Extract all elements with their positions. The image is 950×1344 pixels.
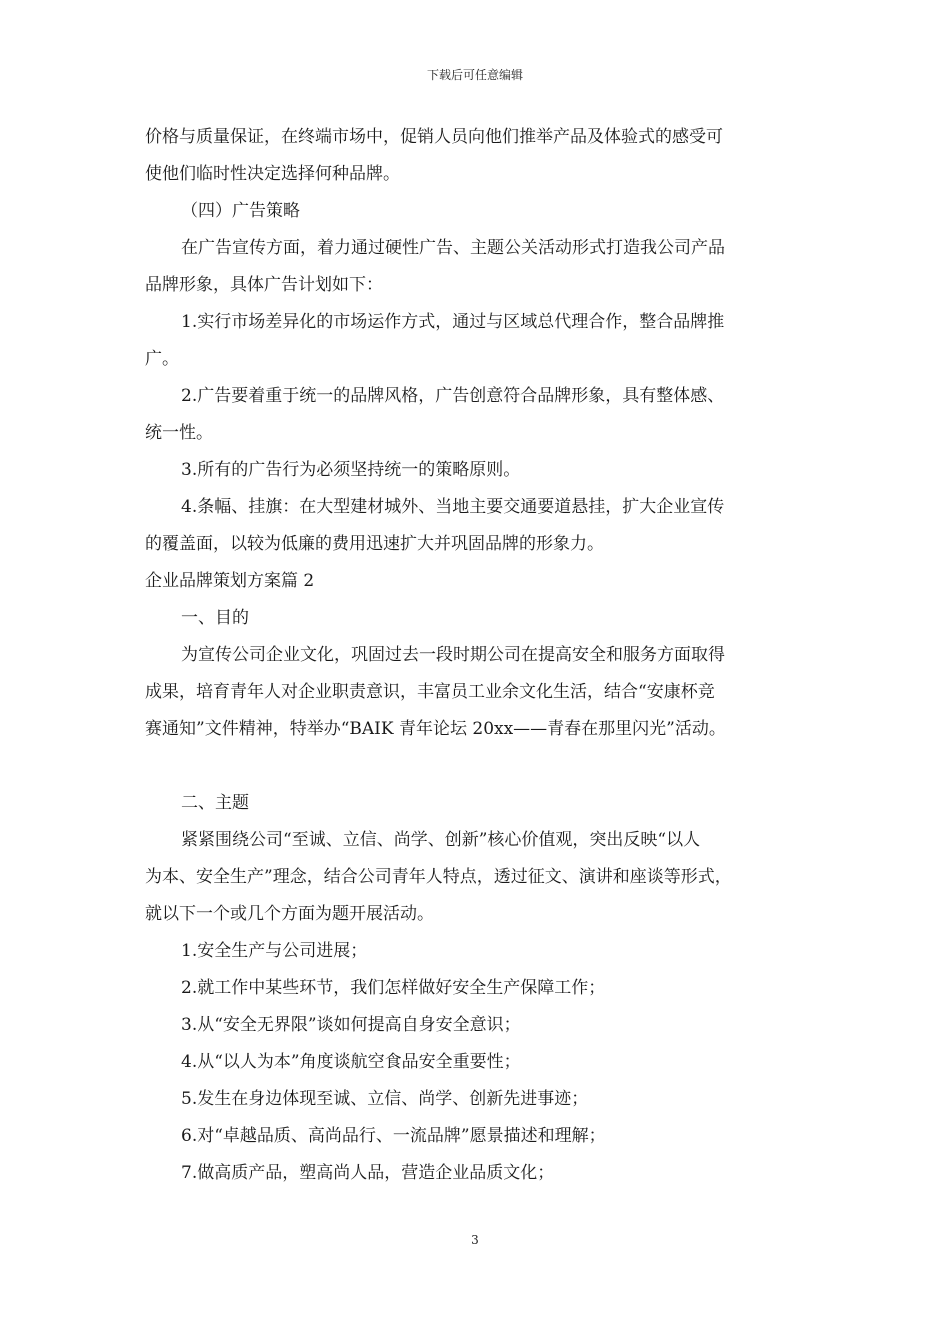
list-item-continuation: 的覆盖面，以较为低廉的费用迅速扩大并巩固品牌的形象力。: [145, 534, 604, 554]
paragraph-line: 价格与质量保证，在终端市场中，促销人员向他们推举产品及体验式的感受可: [145, 127, 723, 147]
page-number: 3: [471, 1233, 479, 1247]
paragraph-line: 为宣传公司企业文化，巩固过去一段时期公司在提高安全和服务方面取得: [181, 645, 725, 665]
paragraph-line: 品牌形象，具体广告计划如下：: [145, 275, 383, 295]
list-item-continuation: 广。: [145, 349, 179, 369]
list-item-continuation: 统一性。: [145, 423, 213, 443]
section-heading: 二、主题: [181, 793, 249, 813]
list-item: 5.发生在身边体现至诚、立信、尚学、创新先进事迹；: [181, 1089, 589, 1109]
list-item: 6.对“卓越品质、高尚品行、一流品牌”愿景描述和理解；: [181, 1126, 606, 1146]
article-title: 企业品牌策划方案篇 2: [145, 571, 315, 591]
paragraph-line: 紧紧围绕公司“至诚、立信、尚学、创新”核心价值观，突出反映“以人: [181, 830, 701, 850]
list-item: 2.广告要着重于统一的品牌风格，广告创意符合品牌形象，具有整体感、: [181, 386, 725, 406]
list-item: 4.条幅、挂旗：在大型建材城外、当地主要交通要道悬挂，扩大企业宣传: [181, 497, 725, 517]
paragraph-line: 为本、安全生产”理念，结合公司青年人特点，透过征文、演讲和座谈等形式，: [145, 867, 732, 887]
list-item: 3.所有的广告行为必须坚持统一的策略原则。: [181, 460, 521, 480]
list-item: 4.从“以人为本”角度谈航空食品安全重要性；: [181, 1052, 521, 1072]
paragraph-line: 在广告宣传方面，着力通过硬性广告、主题公关活动形式打造我公司产品: [181, 238, 725, 258]
blank-line: [145, 748, 817, 785]
paragraph-line: 使他们临时性决定选择何种品牌。: [145, 164, 400, 184]
section-heading: 一、目的: [181, 608, 249, 628]
list-item: 7.做高质产品，塑高尚人品，营造企业品质文化；: [181, 1163, 555, 1183]
paragraph-line: 成果，培育青年人对企业职责意识，丰富员工业余文化生活，结合“安康杯竞: [145, 682, 715, 702]
list-item: 3.从“安全无界限”谈如何提高自身安全意识；: [181, 1015, 521, 1035]
document-body: [145, 119, 817, 1192]
list-item: 2.就工作中某些环节，我们怎样做好安全生产保障工作；: [181, 978, 606, 998]
list-item: 1.安全生产与公司进展；: [181, 941, 368, 961]
section-heading: （四）广告策略: [181, 201, 300, 221]
page-header: 下载后可任意编辑: [426, 68, 523, 82]
paragraph-line: 赛通知”文件精神，特举办“BAIK 青年论坛 20xx——青春在那里闪光”活动。: [145, 719, 726, 739]
list-item: 1.实行市场差异化的市场运作方式，通过与区域总代理合作，整合品牌推: [181, 312, 725, 332]
paragraph-line: 就以下一个或几个方面为题开展活动。: [145, 904, 434, 924]
